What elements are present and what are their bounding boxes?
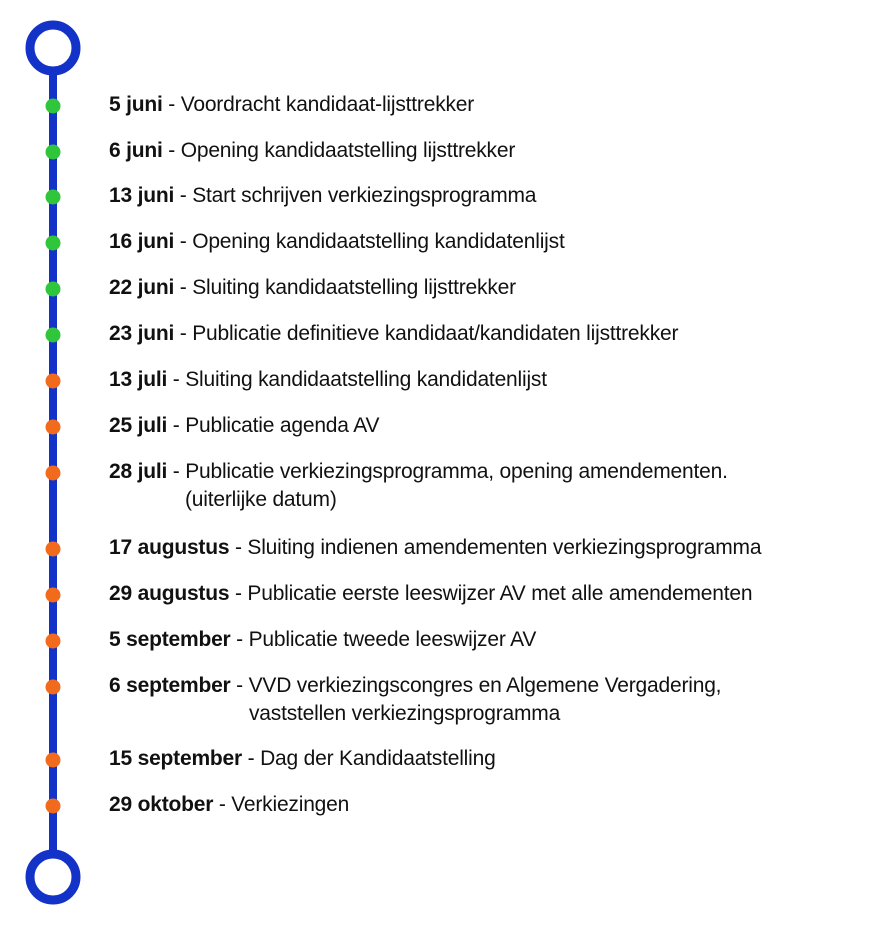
timeline-event	[109, 672, 721, 728]
event-description: Publicatie definitieve kandidaat/kandidaten lijsttrekker	[192, 322, 679, 345]
timeline-event	[109, 791, 349, 819]
event-description-continued: (uiterlijke datum)	[185, 488, 337, 511]
event-date: 16 juni	[109, 230, 175, 253]
timeline-event	[109, 412, 379, 440]
event-date: 13 juli	[109, 368, 168, 391]
event-separator: -	[174, 276, 193, 299]
event-description: Publicatie eerste leeswijzer AV met alle amendementen	[247, 582, 753, 605]
event-separator: -	[229, 582, 248, 605]
event-description: Publicatie verkiezingsprogramma, opening amendementen.	[185, 460, 728, 483]
timeline-event	[109, 580, 752, 608]
event-date: 5 juni	[109, 93, 163, 116]
event-date: 23 juni	[109, 322, 175, 345]
timeline-event	[109, 137, 515, 165]
event-description: Opening kandidaatstelling kandidatenlijst	[192, 230, 565, 253]
timeline-event	[109, 320, 678, 348]
event-separator: -	[174, 230, 193, 253]
timeline-event	[109, 366, 547, 394]
event-separator: -	[230, 628, 249, 651]
event-description: Dag der Kandidaatstelling	[260, 747, 496, 770]
event-description: Sluiting kandidaatstelling kandidatenlijst	[185, 368, 547, 391]
event-separator: -	[162, 93, 181, 116]
event-description: Publicatie tweede leeswijzer AV	[248, 628, 537, 651]
event-date: 17 augustus	[109, 536, 230, 559]
event-description: Publicatie agenda AV	[185, 414, 380, 437]
timeline-event	[109, 626, 536, 654]
event-separator: -	[167, 460, 186, 483]
timeline-event	[109, 458, 728, 514]
event-separator: -	[174, 184, 193, 207]
timeline-event	[109, 228, 565, 256]
event-separator: -	[162, 139, 181, 162]
event-separator: -	[174, 322, 193, 345]
event-date: 13 juni	[109, 184, 175, 207]
event-separator: -	[213, 793, 232, 816]
event-date: 15 september	[109, 747, 243, 770]
event-description: Opening kandidaatstelling lijsttrekker	[180, 139, 516, 162]
event-date: 29 augustus	[109, 582, 230, 605]
event-date: 22 juni	[109, 276, 175, 299]
event-separator: -	[242, 747, 261, 770]
event-description: Voordracht kandidaat-lijsttrekker	[180, 93, 475, 116]
event-separator: -	[167, 368, 186, 391]
event-date: 28 juli	[109, 460, 168, 483]
event-description: Start schrijven verkiezingsprogramma	[192, 184, 537, 207]
timeline-event	[109, 745, 496, 773]
event-date: 25 juli	[109, 414, 168, 437]
event-date: 6 september	[109, 674, 231, 697]
timeline-event	[109, 182, 536, 210]
event-description: VVD verkiezingscongres en Algemene Vergadering,	[248, 674, 722, 697]
timeline-event	[109, 91, 474, 119]
timeline-event	[109, 534, 761, 562]
event-description: Verkiezingen	[231, 793, 350, 816]
event-separator: -	[167, 414, 186, 437]
event-description-continued: vaststellen verkiezingsprogramma	[249, 702, 561, 725]
event-date: 5 september	[109, 628, 231, 651]
event-date: 29 oktober	[109, 793, 214, 816]
event-date: 6 juni	[109, 139, 163, 162]
event-separator: -	[229, 536, 248, 559]
event-description: Sluiting kandidaatstelling lijsttrekker	[192, 276, 516, 299]
timeline-event	[109, 274, 516, 302]
event-separator: -	[230, 674, 249, 697]
event-description: Sluiting indienen amendementen verkiezingsprogramma	[247, 536, 762, 559]
